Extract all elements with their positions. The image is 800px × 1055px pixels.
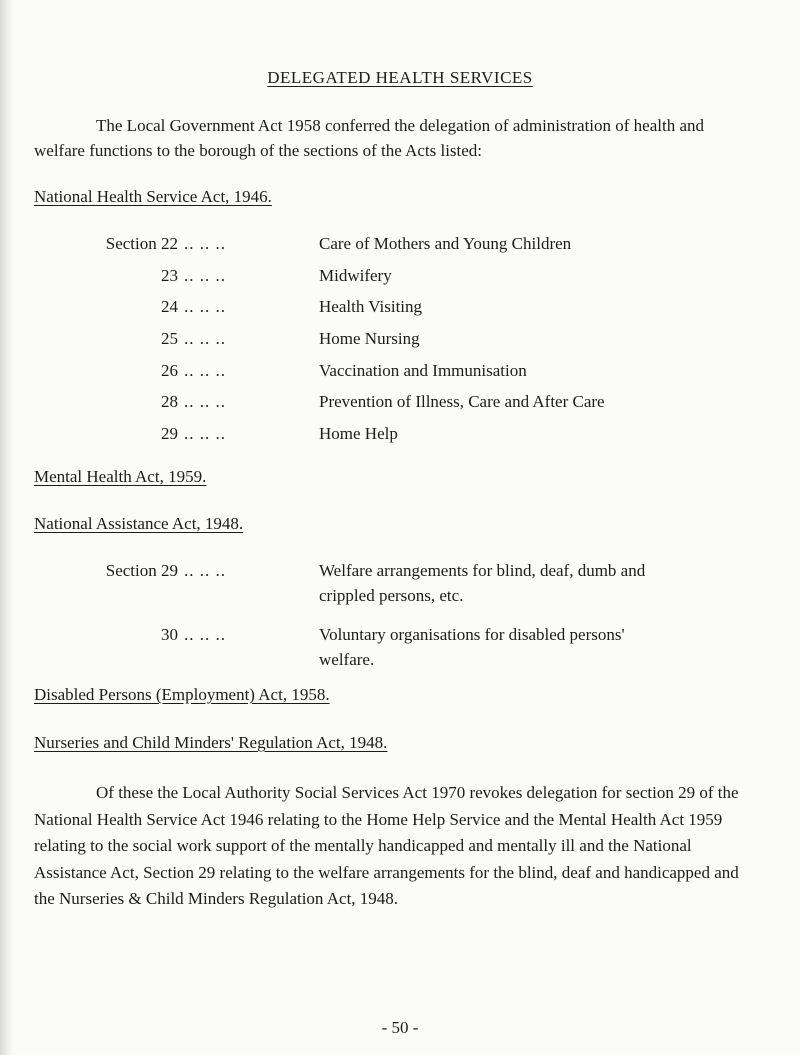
leader-dots: .. .. .. [184,329,226,348]
section-number: 23 [161,266,178,285]
act-heading-mental-health: Mental Health Act, 1959. [34,467,207,486]
page-edge-shadow [0,0,14,1055]
section-number: 28 [161,392,178,411]
page-title-text: DELEGATED HEALTH SERVICES [267,68,533,87]
section-description: Midwifery [319,266,392,285]
leader-dots: .. .. .. [184,424,226,443]
leader-dots: .. .. .. [184,392,226,411]
act-heading-disabled-persons: Disabled Persons (Employment) Act, 1958. [34,685,330,704]
act-heading-national-assistance: National Assistance Act, 1948. [34,514,244,533]
act-heading-nurseries: Nurseries and Child Minders' Regulation Act, 1948. [34,733,388,752]
leader-dots: .. .. .. [184,561,226,580]
leader-dots: .. .. .. [184,625,226,644]
section-number: Section 29 [105,561,178,580]
section-description: Care of Mothers and Young Children [319,234,572,253]
leader-dots: .. .. .. [184,361,226,380]
leader-dots: .. .. .. [184,297,226,316]
section-number: 24 [161,297,178,316]
section-number: 30 [161,625,178,644]
section-description: Home Nursing [319,329,420,348]
act-heading-nhs: National Health Service Act, 1946. [34,187,272,206]
page-number: - 50 - [381,1018,419,1037]
section-description: Health Visiting [319,297,423,316]
intro-paragraph: The Local Government Act 1958 conferred the delegation of administration of health and welfare functions to the borough of the sections of the Acts listed: [34,116,705,160]
section-description: Welfare arrangements for blind, deaf, dumb and crippled persons, etc. [319,561,646,605]
leader-dots: .. .. .. [184,234,226,253]
section-description: Vaccination and Immunisation [319,361,527,380]
leader-dots: .. .. .. [184,266,226,285]
page-title [0,68,800,88]
section-number: 25 [161,329,178,348]
section-description: Prevention of Illness, Care and After Care [319,392,605,411]
section-number: Section 22 [105,234,178,253]
section-description: Voluntary organisations for disabled persons' welfare. [319,625,625,669]
section-number: 26 [161,361,178,380]
closing-paragraph: Of these the Local Authority Social Services Act 1970 revokes delegation for section 29 of the National Health Service Act 1946 relating to the Home Help Service and the Mental Health Act 1959 relating to the social work support of the mentally handicapped and mentally ill and the National Assistance Act, Section 29 relating to the welfare arrangements for the blind, deaf and handicapped and the Nurseries & Child Minders Regulation Act, 1948. [34,783,739,908]
section-description: Home Help [319,424,398,443]
section-number: 29 [161,424,178,443]
